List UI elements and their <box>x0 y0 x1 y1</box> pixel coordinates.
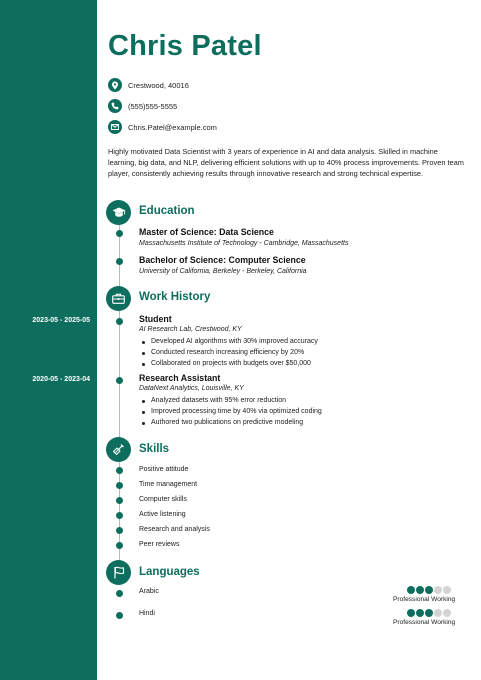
rating-dot-filled <box>425 586 433 594</box>
skill-item: Computer skills <box>139 496 187 503</box>
timeline-dot <box>116 258 123 265</box>
rating-dot-empty <box>443 586 451 594</box>
list-item: Analyzed datasets with 95% error reduction <box>139 395 322 406</box>
education-heading: Education <box>139 205 195 217</box>
timeline-dot <box>116 512 123 519</box>
timeline-dot <box>116 377 123 384</box>
work-dates-2: 2020-05 - 2023-04 <box>32 376 90 383</box>
timeline-dot <box>116 482 123 489</box>
graduation-cap-icon <box>106 200 131 225</box>
phone-icon <box>108 99 122 113</box>
contact-phone <box>108 99 177 113</box>
timeline-dot <box>116 542 123 549</box>
timeline-dot <box>116 527 123 534</box>
work-bullets-1 <box>139 336 318 370</box>
language-level: Professional Working <box>393 619 456 626</box>
contact-address <box>108 78 189 92</box>
rating-dot-filled <box>407 609 415 617</box>
skill-item: Active listening <box>139 511 186 518</box>
flag-icon <box>106 560 131 585</box>
work-dates-1: 2023-05 - 2025-05 <box>32 317 90 324</box>
skill-item: Positive attitude <box>139 466 189 473</box>
skill-item: Time management <box>139 481 198 488</box>
list-item: Developed AI algorithms with 30% improved accuracy <box>139 336 318 347</box>
sidebar <box>0 0 97 680</box>
language-level: Professional Working <box>393 596 456 603</box>
work-role-2: Research Assistant <box>139 373 221 383</box>
education-degree-2: Bachelor of Science: Computer Science <box>139 255 306 265</box>
work-company-1: AI Research Lab, Crestwood, KY <box>139 326 242 333</box>
rating-dot-filled <box>407 586 415 594</box>
timeline-dot <box>116 590 123 597</box>
language-rating <box>407 609 451 617</box>
language-rating <box>407 586 451 594</box>
timeline-dot <box>116 612 123 619</box>
location-pin-icon <box>108 78 122 92</box>
work-company-2: DataNext Analytics, Louisville, KY <box>139 385 244 392</box>
rating-dot-filled <box>425 609 433 617</box>
timeline-dot <box>116 497 123 504</box>
skill-item: Research and analysis <box>139 526 210 533</box>
timeline-dot <box>116 318 123 325</box>
phone-text: (555)555-5555 <box>128 101 178 111</box>
education-school-1: Massachusetts Institute of Technology - Cambridge, Massachusetts <box>139 240 349 247</box>
candidate-name: Chris Patel <box>108 30 262 62</box>
work-role-1: Student <box>139 314 172 324</box>
rating-dot-filled <box>416 609 424 617</box>
languages-heading: Languages <box>139 566 200 578</box>
skills-heading: Skills <box>139 443 170 455</box>
address-text: Crestwood, 40016 <box>128 80 189 90</box>
education-school-2: University of California, Berkeley - Berkeley, California <box>139 268 307 275</box>
timeline-dot <box>116 230 123 237</box>
rating-dot-empty <box>434 609 442 617</box>
briefcase-icon <box>106 286 131 311</box>
rating-dot-empty <box>443 609 451 617</box>
list-item: Improved processing time by 40% via optimized coding <box>139 406 322 417</box>
timeline-dot <box>116 467 123 474</box>
list-item: Collaborated on projects with budgets over $50,000 <box>139 358 318 369</box>
list-item: Conducted research increasing efficiency by 20% <box>139 347 318 358</box>
work-bullets-2 <box>139 395 322 429</box>
skill-item: Peer reviews <box>139 541 180 548</box>
email-text: Chris.Patel@example.com <box>128 122 217 132</box>
education-degree-1: Master of Science: Data Science <box>139 227 274 237</box>
rating-dot-filled <box>416 586 424 594</box>
hands-tools-icon <box>106 437 131 462</box>
work-heading: Work History <box>139 291 211 303</box>
envelope-icon <box>108 120 122 134</box>
rating-dot-empty <box>434 586 442 594</box>
language-name: Hindi <box>139 610 155 617</box>
professional-summary: Highly motivated Data Scientist with 3 years of experience in AI and data analysis. Skilled in machine learning, big data, and NLP, delivering efficient solutions with up to 40% process improvements. Proven team player, consistently achieving results through innovative research and strong technical expertise. <box>108 147 464 178</box>
language-name: Arabic <box>139 588 159 595</box>
list-item: Authored two publications on predictive modeling <box>139 417 322 428</box>
contact-email <box>108 120 217 134</box>
